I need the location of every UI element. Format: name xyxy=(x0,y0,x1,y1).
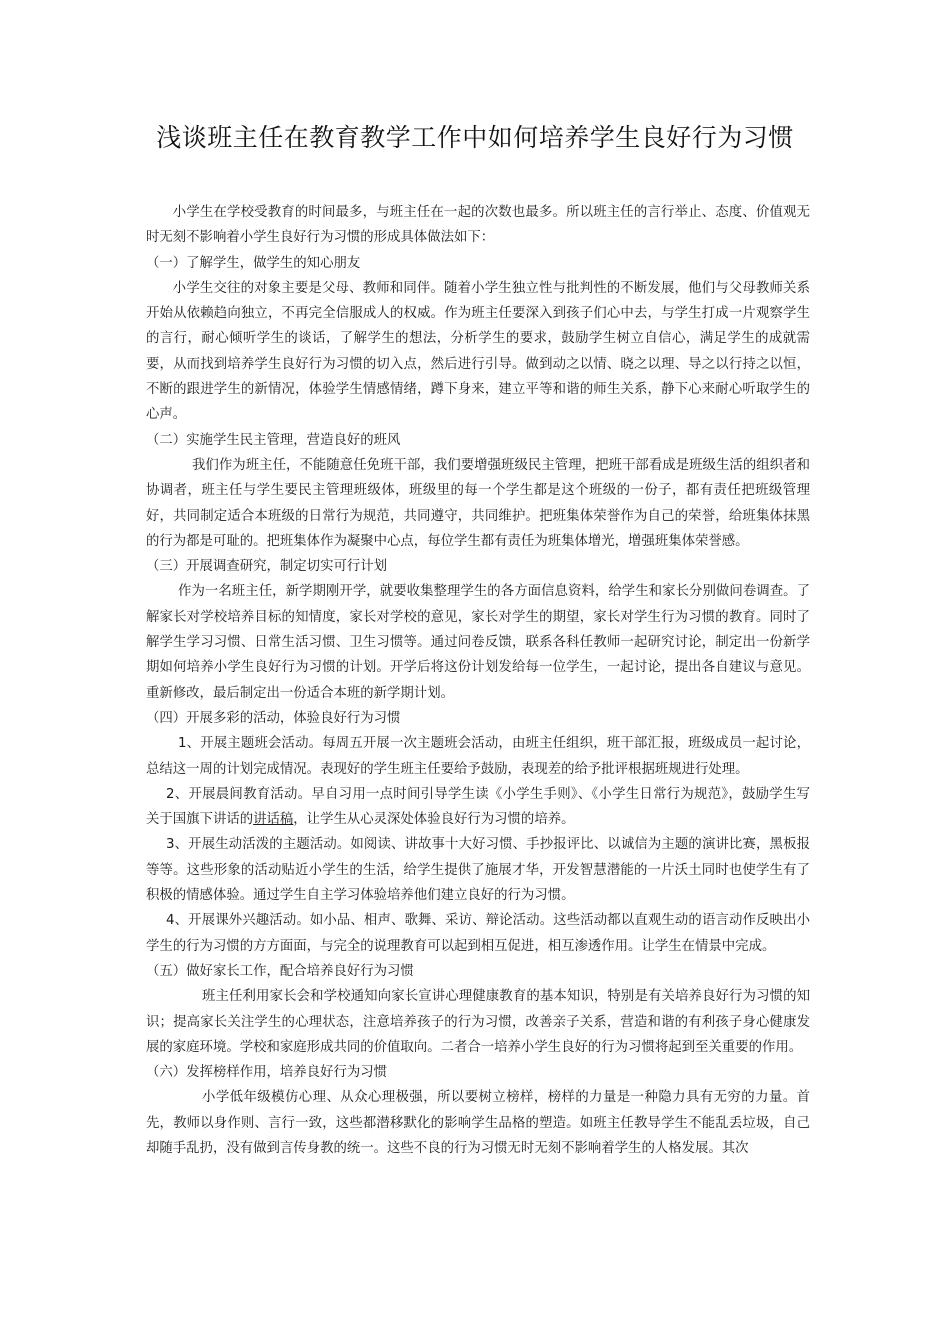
section-3-paragraph: 作为一名班主任，新学期刚开学，就要收集整理学生的各方面信息资料，给学生和家长分别做问卷调查。了解家长对学校培养目标的知情度，家长对学校的意见，家长对学生的期望，家长对学生行为习惯的教育。同时了解学生学习习惯、日常生活习惯、卫生习惯等。通过问卷反馈，联系各科任教师一起研究讨论，制定出一份新学期如何培养小学生良好行为习惯的计划。开学后将这份计划发给每一位学生，一起讨论，提出各自建议与意见。重新修改，最后制定出一份适合本班的新学期计划。 xyxy=(146,584,810,701)
section-1-heading: （一）了解学生，做学生的知心朋友 xyxy=(146,255,361,271)
section-4-item-2 xyxy=(146,782,810,833)
section-2-heading: （二）实施学生民主管理，营造良好的班风 xyxy=(146,432,401,448)
speech-draft-link[interactable]: 讲话稿 xyxy=(253,812,294,828)
section-2-paragraph: 我们作为班主任，不能随意任免班干部，我们要增强班级民主管理，把班干部看成是班级生活的组织者和协调者，班主任与学生要民主管理班级体，班级里的每一个学生都是这个班级的一份子，都有责任把班级管理好，共同制定适合本班级的日常行为规范，共同遵守，共同维护。把班集体荣誉作为自己的荣誉，给班集体抹黑的行为都是可耻的。把班集体作为凝聚中心点，每位学生都有责任为班集体增光，增强班集体荣誉感。 xyxy=(146,457,810,549)
section-4-item-3: 3、开展生动活泼的主题活动。如阅读、讲故事十大好习惯、手抄报评比、以诚信为主题的演讲比赛，黑板报等等。这些形象的活动贴近小学生的生活，给学生提供了施展才华，开发智慧潜能的一片沃土同时也使学生有了积极的情感体验。通过学生自主学习体验培养他们建立良好的行为习惯。 xyxy=(146,837,810,904)
section-6-heading: （六）发挥榜样作用，培养良好行为习惯 xyxy=(146,1065,388,1081)
item-2-text-before: 2、开展晨间教育活动。早自习用一点时间引导学生读《小学生手则》、《小学生日常行为规范》，鼓励学生写关于国旗下讲话的 xyxy=(146,786,810,828)
section-4-item-4: 4、开展课外兴趣活动。如小品、相声、歌舞、采访、辩论活动。这些活动都以直观生动的语言动作反映出小学生的行为习惯的方方面面，与完全的说理教育可以起到相互促进，相互渗透作用。让学生在情景中完成。 xyxy=(146,913,810,954)
item-2-text-after: ，让学生从心灵深处体验良好行为习惯的培养。 xyxy=(293,812,575,828)
section-5-heading: （五）做好家长工作，配合培养良好行为习惯 xyxy=(146,963,414,979)
intro-paragraph: 小学生在学校受教育的时间最多，与班主任在一起的次数也最多。所以班主任的言行举止、态度、价值观无时无刻不影响着小学生良好行为习惯的形成具体做法如下： xyxy=(146,205,810,246)
section-5-paragraph: 班主任利用家长会和学校通知向家长宣讲心理健康教育的基本知识，特别是有关培养良好行为习惯的知识；提高家长关注学生的心理状态，注意培养孩子的行为习惯，改善亲子关系，营造和谐的有利孩子身心健康发展的家庭环境。学校和家庭形成共同的价值取向。二者合一培养小学生良好的行为习惯将起到至关重要的作用。 xyxy=(146,989,810,1055)
section-1-paragraph: 小学生交往的对象主要是父母、教师和同伴。随着小学生独立性与批判性的不断发展，他们与父母教师关系开始从依赖趋向独立，不再完全信服成人的权威。作为班主任要深入到孩子们心中去，与学生打成一片观察学生的言行，耐心倾听学生的谈话，了解学生的想法，分析学生的要求，鼓励学生树立自信心，满足学生的成就需要，从而找到培养学生良好行为习惯的切入点，然后进行引导。做到动之以情、晓之以理、导之以行持之以恒，不断的跟进学生的新情况，体验学生情感情绪，蹲下身来，建立平等和谐的师生关系，静下心来耐心听取学生的心声。 xyxy=(146,280,810,423)
document-title: 浅谈班主任在教育教学工作中如何培养学生良好行为习惯 xyxy=(156,123,794,152)
section-6-paragraph: 小学低年级模仿心理、从众心理极强，所以要树立榜样，榜样的力量是一种隐力具有无穷的力量。首先，教师以身作则、言行一致，这些都潜移默化的影响学生品格的塑造。如班主任教导学生不能乱丢垃圾，自己却随手乱扔，没有做到言传身教的统一。这些不良的行为习惯无时无刻不影响着学生的人格发展。其次 xyxy=(146,1090,810,1156)
document-body xyxy=(146,200,810,1161)
section-3-heading: （三）开展调查研究，制定切实可行计划 xyxy=(146,559,388,575)
section-4-heading: （四）开展多彩的活动，体验良好行为习惯 xyxy=(146,710,401,726)
section-4-item-1: 1、开展主题班会活动。每周五开展一次主题班会活动，由班主任组织，班干部汇报，班级成员一起讨论，总结这一周的计划完成情况。表现好的学生班主任要给予鼓励，表现差的给予批评根据班规进行处理。 xyxy=(146,736,810,777)
